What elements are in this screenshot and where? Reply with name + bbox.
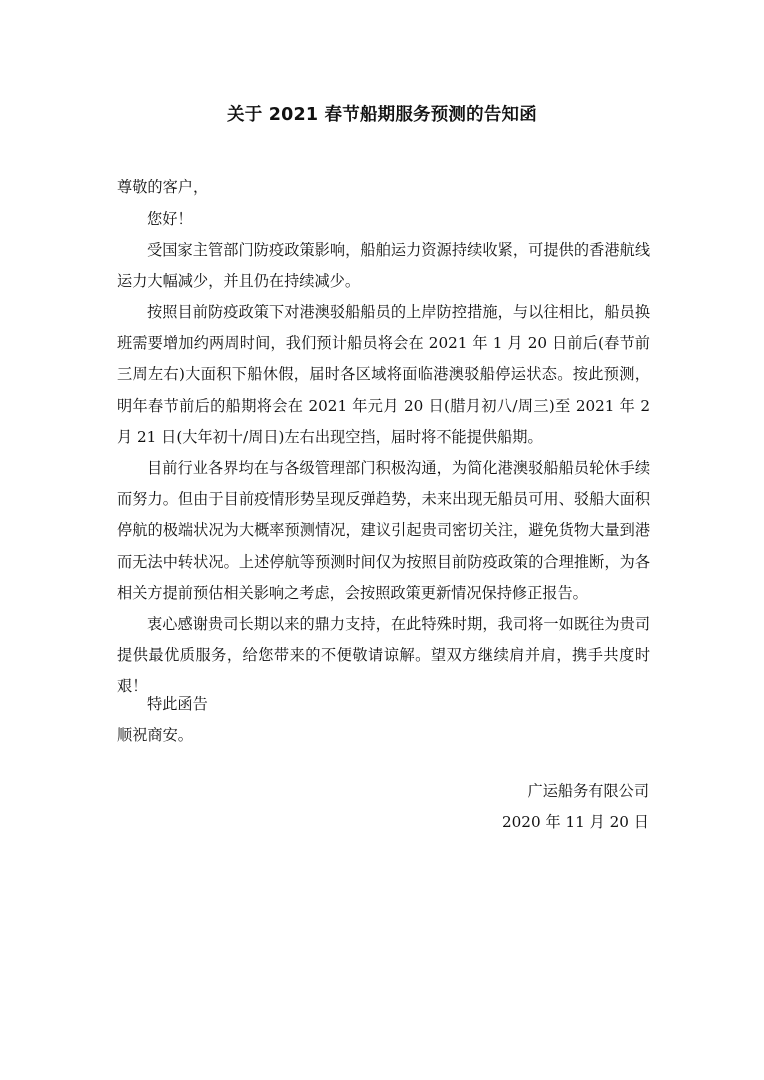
signature-date: 2020 年 11 月 20 日 <box>501 813 649 831</box>
salutation: 尊敬的客户， <box>117 178 209 196</box>
paragraph-crew-schedule: 按照目前防疫政策下对港澳驳船船员的上岸防控措施，与以往相比，船员换班需要增加约两周时间，我们预计船员将会在 2021 年 1 月 20 日前后(春节前三周左右)大面积下船休假，届时各区域将面临港澳驳船停运状态。按此预测，明年春节前后的船期将会在 2021 年元月 20 日(腊月初八/周三)至 2021 年 2 月 21 日(大年初十/周日)左右出现空挡，届时将不能提供船期。 <box>117 303 650 446</box>
document-title: 关于 2021 春节船期服务预测的告知函 <box>227 105 537 125</box>
closing-notice: 特此函告 <box>147 695 208 713</box>
paragraph-capacity: 受国家主管部门防疫政策影响，船舶运力资源持续收紧，可提供的香港航线运力大幅减少，并且仍在持续减少。 <box>117 241 650 291</box>
signature-company: 广运船务有限公司 <box>527 782 649 800</box>
greeting: 您好！ <box>147 210 193 228</box>
closing-regards: 顺祝商安。 <box>117 726 193 744</box>
paragraph-thanks: 衷心感谢贵司长期以来的鼎力支持，在此特殊时期，我司将一如既往为贵司提供最优质服务，给您带来的不便敬请谅解。望双方继续肩并肩，携手共度时艰！ <box>117 615 650 696</box>
paragraph-industry-outlook: 目前行业各界均在与各级管理部门积极沟通，为简化港澳驳船船员轮休手续而努力。但由于目前疫情形势呈现反弹趋势，未来出现无船员可用、驳船大面积停航的极端状况为大概率预测情况，建议引起贵司密切关注，避免货物大量到港而无法中转状况。上述停航等预测时间仅为按照目前防疫政策的合理推断，为各相关方提前预估相关影响之考虑，会按照政策更新情况保持修正报告。 <box>117 459 650 602</box>
